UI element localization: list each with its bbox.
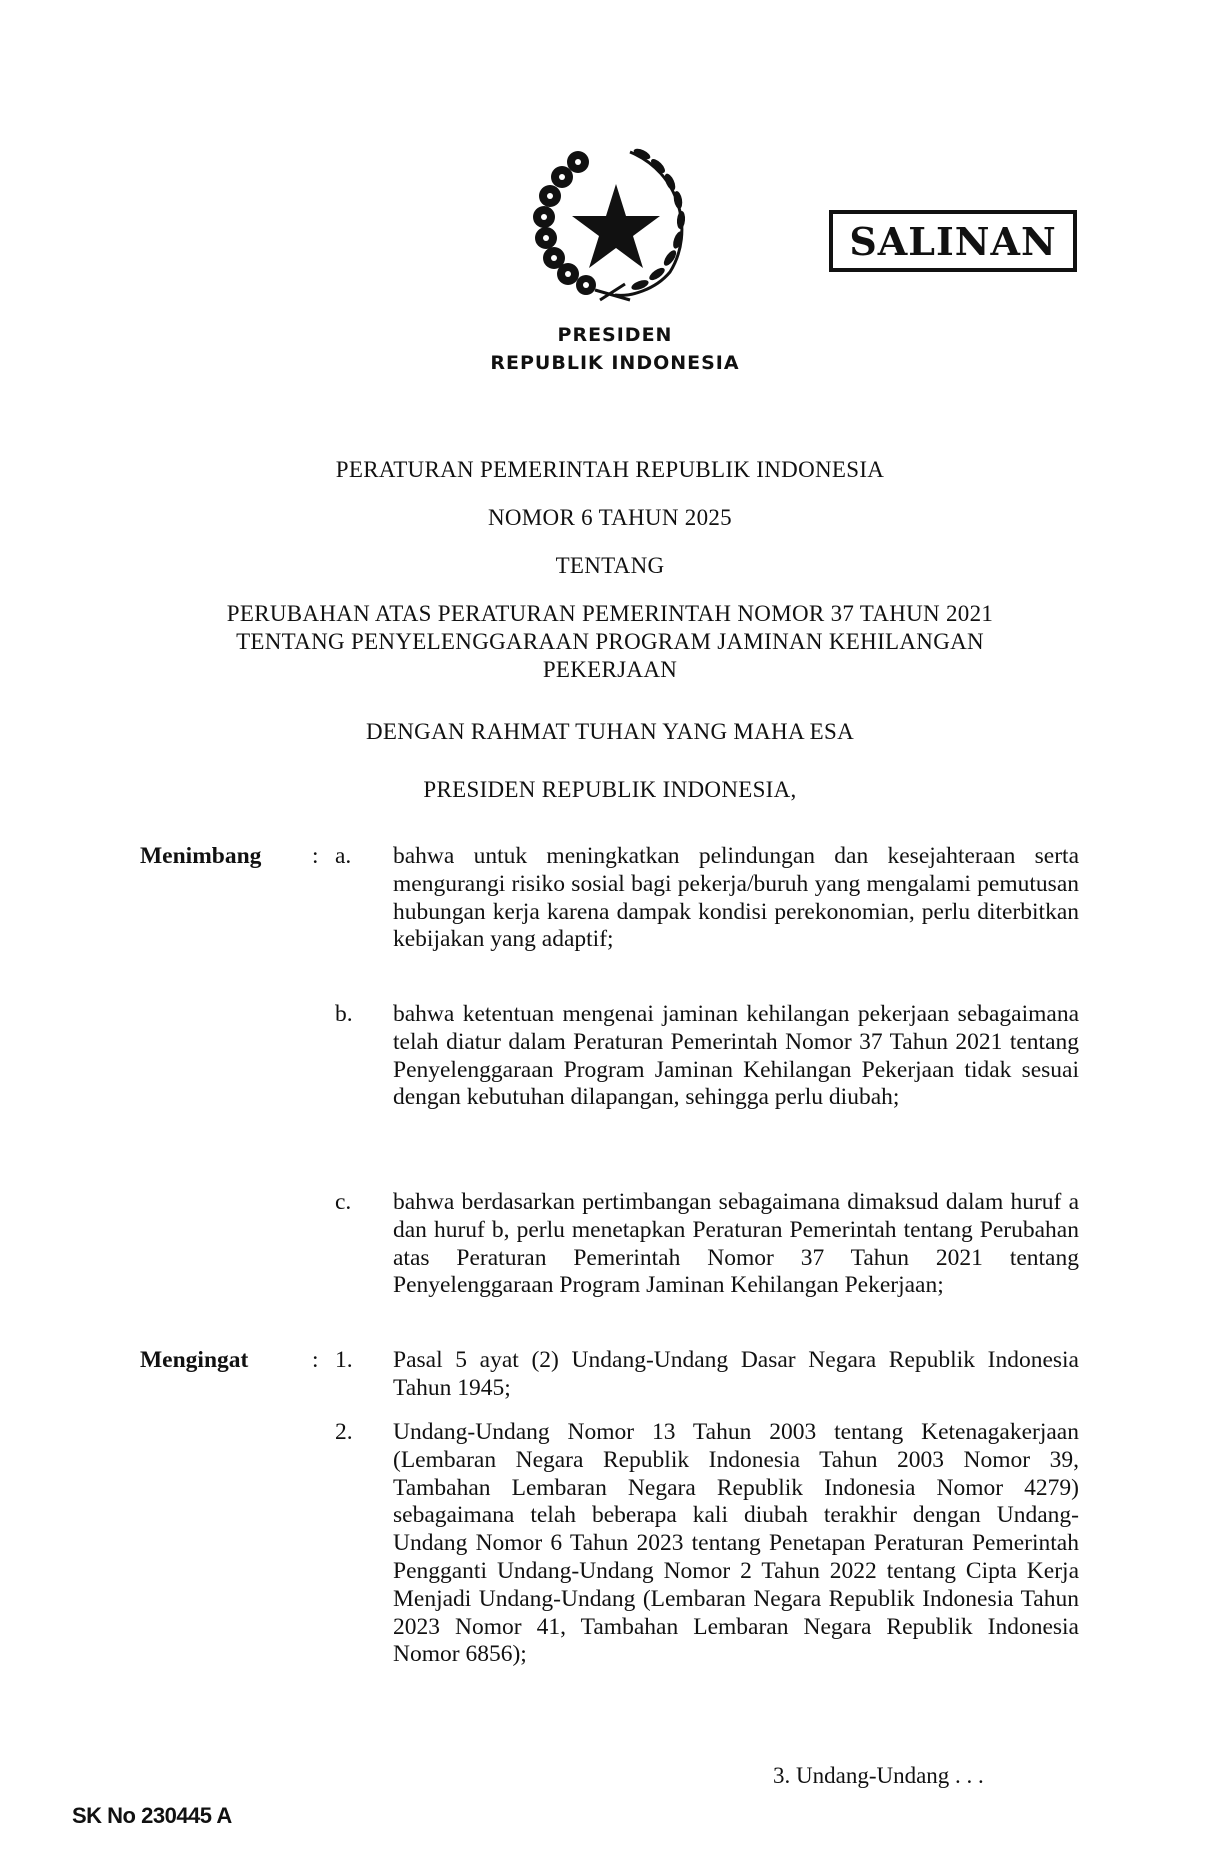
title-line-number: NOMOR 6 TAHUN 2025 (487, 505, 732, 530)
sk-number: SK No 230445 A (72, 1803, 232, 1828)
title-subject-3: PEKERJAAN (542, 657, 678, 682)
item-text: Pasal 5 ayat (2) Undang-Undang Dasar Negara Republik Indonesia Tahun 1945; (393, 1347, 1079, 1401)
item-text: Undang-Undang Nomor 13 Tahun 2003 tentang Ketenagakerjaan (Lembaran Negara Republik Indonesia Tahun 2003 Nomor 39, Tambahan Lembaran Negara Republik Indonesia Nomor 4279) sebagaimana telah beberapa kali diubah terakhir dengan Undang-Undang Nomor 6 Tahun 2023 tentang Penetapan Peraturan Pemerintah Pengganti Undang-Undang Nomor 2 Tahun 2022 tentang Cipta Kerja Menjadi Undang-Undang (Lembaran Negara Republik Indonesia Tahun 2023 Nomor 41, Tambahan Lembaran Negara Republik Indonesia Nomor 6856); (393, 1419, 1079, 1668)
menimbang-label: Menimbang (140, 843, 262, 869)
item-marker: 2. (335, 1419, 353, 1445)
page-continuation: 3. Undang-Undang . . . (773, 1763, 984, 1788)
item-text: bahwa untuk meningkatkan pelindungan dan kesejahteraan serta mengurangi risiko sosial bagi pekerja/buruh yang mengalami pemutusan hubungan kerja karena dampak kondisi perekonomian, perlu diterbitkan kebijakan yang adaptif; (393, 843, 1079, 953)
emblem-caption-republic: REPUBLIK INDONESIA (490, 352, 740, 374)
mengingat-label: Mengingat (140, 1347, 249, 1373)
item-marker: a. (335, 843, 352, 869)
emblem-caption-president: PRESIDEN (557, 324, 673, 346)
item-text: bahwa berdasarkan pertimbangan sebagaimana dimaksud dalam huruf a dan huruf b, perlu menetapkan Peraturan Pemerintah tentang Perubahan atas Peraturan Pemerintah Nomor 37 Tahun 2021 tentang Penyelenggaraan Program Jaminan Kehilangan Pekerjaan; (393, 1189, 1079, 1299)
item-text: bahwa ketentuan mengenai jaminan kehilangan pekerjaan sebagaimana telah diatur dalam Peraturan Pemerintah Nomor 37 Tahun 2021 tentang Penyelenggaraan Program Jaminan Kehilangan Pekerjaan tidak sesuai dengan kebutuhan dilapangan, sehingga perlu diubah; (393, 1001, 1079, 1111)
title-line-regulation: PERATURAN PEMERINTAH REPUBLIK INDONESIA (335, 457, 885, 482)
menimbang-colon: : (312, 843, 319, 869)
item-marker: b. (335, 1001, 353, 1027)
item-marker: 1. (335, 1347, 353, 1373)
mengingat-section (140, 1347, 1080, 1747)
invocation: DENGAN RAHMAT TUHAN YANG MAHA ESA (365, 719, 855, 744)
title-subject-1: PERUBAHAN ATAS PERATURAN PEMERINTAH NOMOR 37 TAHUN 2021 (226, 601, 994, 626)
salinan-stamp: SALINAN (829, 210, 1077, 272)
garuda-star-emblem-icon (520, 132, 710, 302)
authority-line: PRESIDEN REPUBLIK INDONESIA, (423, 777, 797, 802)
menimbang-section (140, 843, 1080, 1323)
regulation-title (140, 456, 1080, 684)
mengingat-colon: : (312, 1347, 319, 1373)
title-subject-2: TENTANG PENYELENGGARAAN PROGRAM JAMINAN KEHILANGAN (236, 629, 984, 654)
title-line-tentang: TENTANG (555, 553, 665, 578)
item-marker: c. (335, 1189, 352, 1215)
